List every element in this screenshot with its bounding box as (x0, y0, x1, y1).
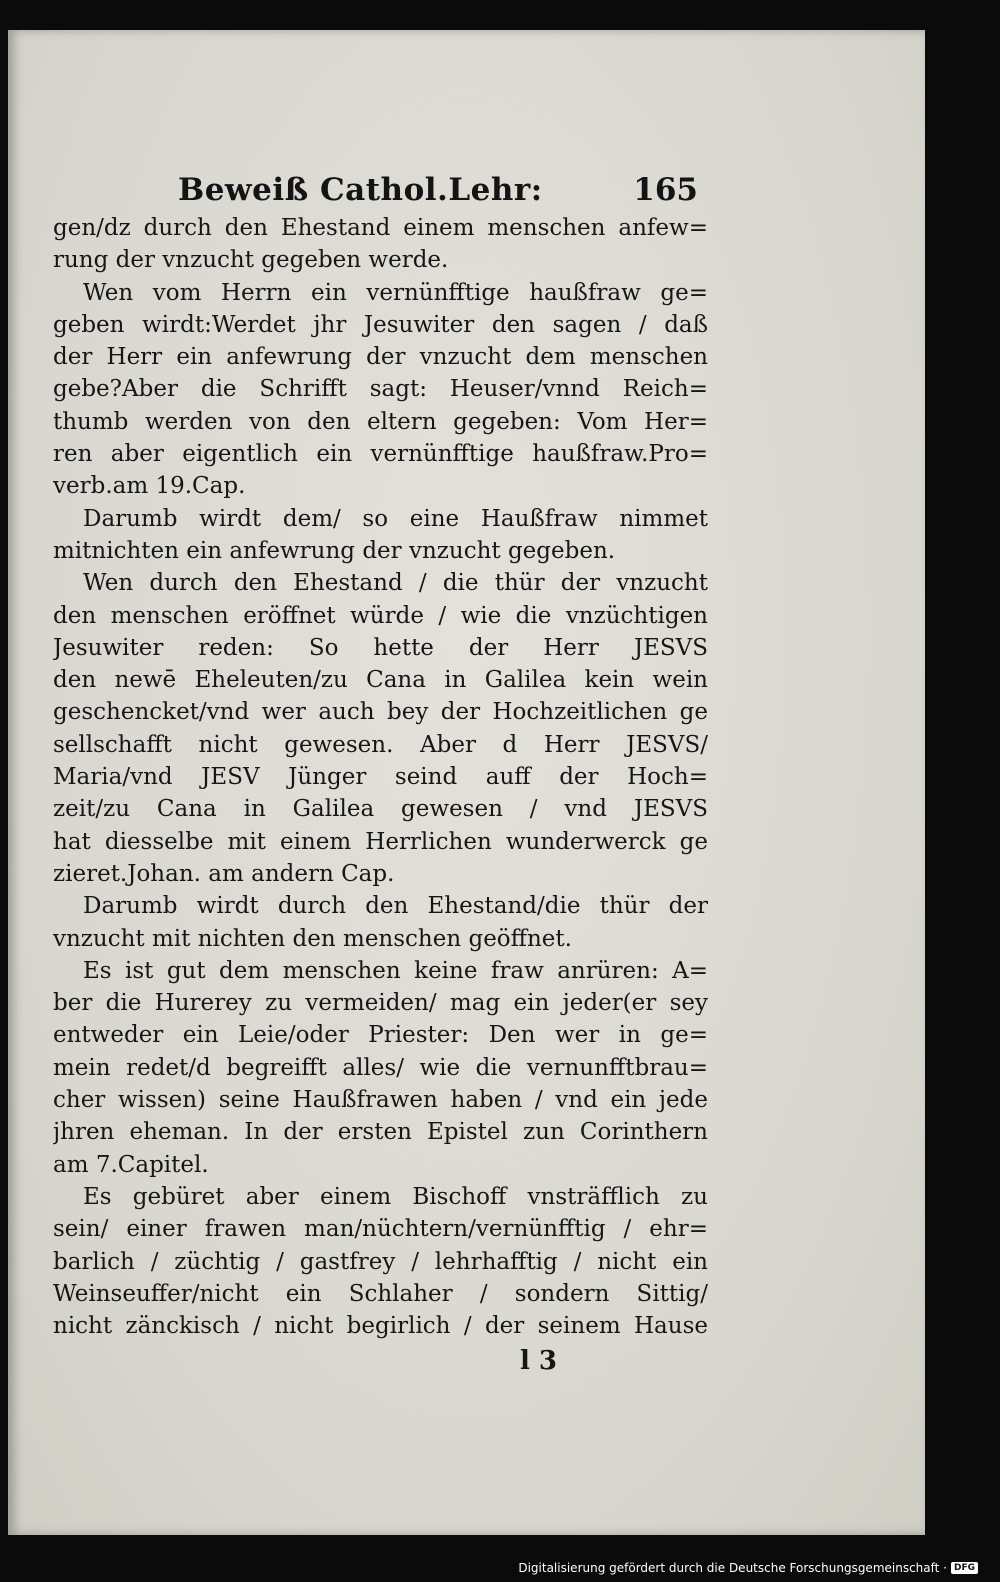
text-line: am 7.Capitel. (53, 1151, 209, 1178)
text-line: thumb werden von den eltern gegeben: Vom Her= (53, 408, 708, 435)
text-line: Wen vom Herrn ein vernünfftige haußfraw ge= (83, 279, 708, 306)
text-line: Weinseuffer/nicht ein Schlaher / sondern Sittig/ (53, 1280, 708, 1307)
page-body-text (53, 212, 708, 1342)
text-line: mein redet/d begreifft alles/ wie die vernunfftbrau= (53, 1054, 708, 1081)
text-line: entweder ein Leie/oder Priester: Den wer in ge= (53, 1022, 708, 1049)
text-line: jhren eheman. In der ersten Epistel zun Corinthern (53, 1119, 708, 1146)
text-line: nicht zänckisch / nicht begirlich / der seinem Hause (53, 1313, 708, 1340)
text-line: geschencket/vnd wer auch bey der Hochzeitlichen ge (53, 699, 708, 726)
text-line: vnzucht mit nichten den menschen geöffnet. (53, 925, 572, 952)
running-title: Beweiß Cathol.Lehr: (178, 172, 543, 208)
text-line: Es gebüret aber einem Bischoff vnsträfflich zu (83, 1183, 708, 1210)
text-line: Darumb wirdt dem/ so eine Haußfraw nimmet (83, 505, 708, 532)
text-line: den menschen eröffnet würde / wie die vnzüchtigen (53, 602, 708, 629)
text-line: sein/ einer frawen man/nüchtern/vernünfftig / ehr= (53, 1216, 708, 1243)
dfg-logo: DFG (951, 1562, 978, 1574)
text-line: verb.am 19.Cap. (53, 473, 246, 500)
text-line: Darumb wirdt durch den Ehestand/die thür der (83, 893, 708, 920)
text-line: Maria/vnd JESV Jünger seind auff der Hoch= (53, 764, 708, 791)
text-line: den newē Eheleuten/zu Cana in Galilea kein wein (53, 667, 708, 694)
text-line: rung der vnzucht gegeben werde. (53, 247, 449, 274)
digitization-footer (518, 1558, 978, 1578)
text-line: Jesuwiter reden: So hette der Herr JESVS (53, 634, 708, 661)
funding-credit: Digitalisierung gefördert durch die Deutsche Forschungsgemeinschaft · (518, 1561, 947, 1575)
text-line: ren aber eigentlich ein vernünfftige haußfraw.Pro= (53, 441, 708, 468)
text-line: gen/dz durch den Ehestand einem menschen anfew= (53, 215, 708, 241)
text-line: barlich / züchtig / gastfrey / lehrhafftig / nicht ein (53, 1248, 708, 1275)
text-line: Es ist gut dem menschen keine fraw anrüren: A= (83, 957, 708, 984)
text-line: Wen durch den Ehestand / die thür der vnzucht (83, 570, 708, 597)
book-page (8, 30, 925, 1535)
text-line: geben wirdt:Werdet jhr Jesuwiter den sagen / daß (53, 311, 708, 338)
text-line: ber die Hurerey zu vermeiden/ mag ein jeder(er sey (53, 990, 708, 1017)
text-line: sellschafft nicht gewesen. Aber d Herr JESVS/ (53, 731, 708, 758)
text-line: hat diesselbe mit einem Herrlichen wunderwerck ge (53, 828, 708, 855)
text-line: zieret.Johan. am andern Cap. (53, 860, 395, 887)
text-line: zeit/zu Cana in Galilea gewesen / vnd JESVS (53, 796, 708, 823)
text-line: cher wissen) seine Haußfrawen haben / vnd ein jede (53, 1087, 708, 1114)
text-line: mitnichten ein anfewrung der vnzucht gegeben. (53, 537, 616, 564)
text-line: gebe?Aber die Schrifft sagt: Heuser/vnnd Reich= (53, 376, 708, 403)
signature-mark: l 3 (520, 1346, 558, 1376)
text-line: der Herr ein anfewrung der vnzucht dem menschen (53, 344, 708, 371)
page-number: 165 (633, 172, 698, 208)
running-head (178, 172, 698, 212)
